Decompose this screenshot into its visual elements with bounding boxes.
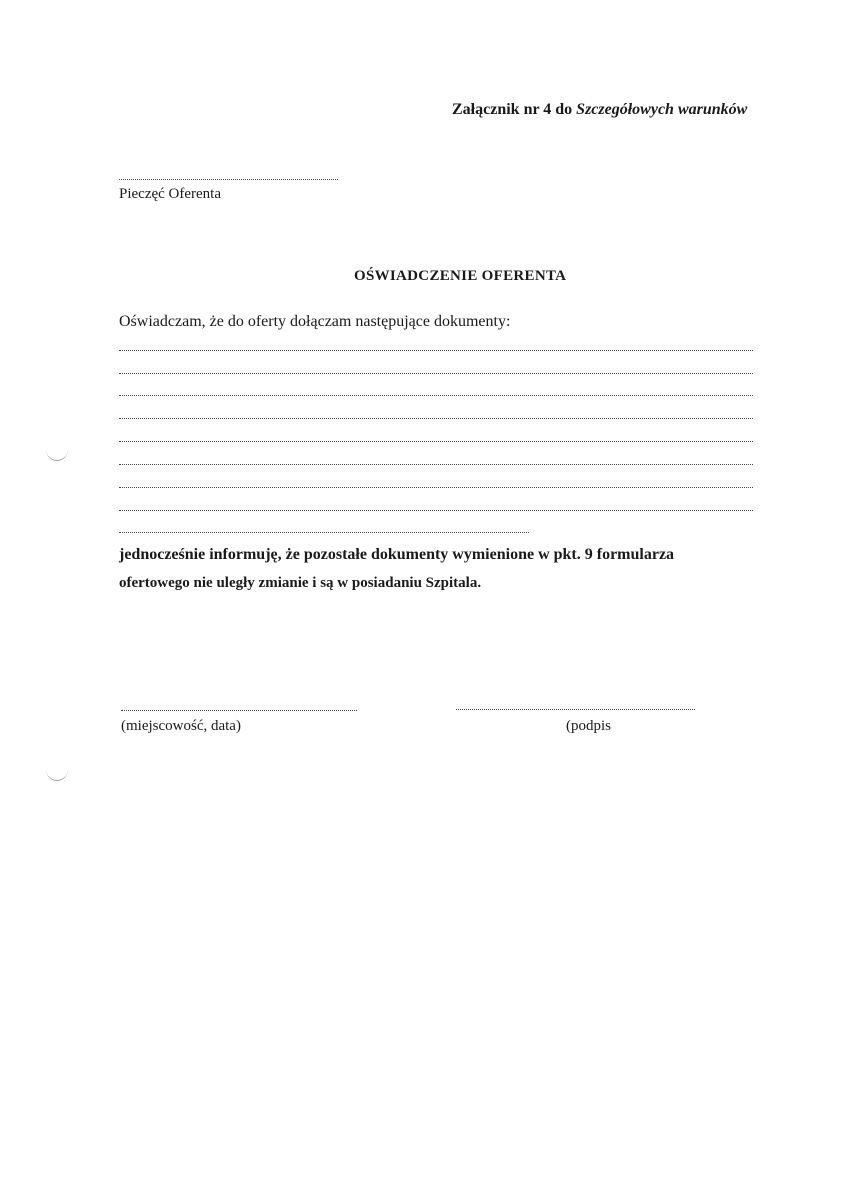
annex-prefix: Załącznik nr 4 do	[452, 101, 577, 118]
annex-italic: Szczegółowych warunków	[576, 101, 748, 118]
document-line-6	[119, 464, 753, 465]
declaration-paragraph	[119, 541, 759, 597]
declaration-title: OŚWIADCZENIE OFERENTA	[354, 268, 567, 284]
document-line-2	[119, 373, 753, 374]
punch-hole-mark	[46, 758, 68, 781]
declaration-line-2: ofertowego nie uległy zmianie i są w posiadaniu Szpitala.	[119, 575, 482, 591]
place-date-dotted-line	[121, 710, 357, 711]
annex-reference	[452, 101, 747, 119]
document-line-7	[119, 487, 753, 488]
signature-dotted-line	[456, 709, 695, 710]
document-line-1	[119, 350, 753, 351]
punch-hole-mark	[46, 438, 68, 461]
document-line-9	[119, 532, 529, 533]
signature-label: (podpis	[566, 718, 611, 734]
declaration-line-1: jednocześnie informuję, że pozostałe dokumenty wymienione w pkt. 9 formularza	[119, 546, 675, 563]
stamp-label: Pieczęć Oferenta	[119, 186, 222, 202]
intro-text: Oświadczam, że do oferty dołączam następujące dokumenty:	[119, 313, 511, 330]
document-line-8	[119, 510, 753, 511]
document-line-5	[119, 441, 753, 442]
stamp-dotted-line	[119, 179, 338, 180]
document-line-3	[119, 395, 753, 396]
document-line-4	[119, 418, 753, 419]
place-date-label: (miejscowość, data)	[121, 718, 241, 734]
